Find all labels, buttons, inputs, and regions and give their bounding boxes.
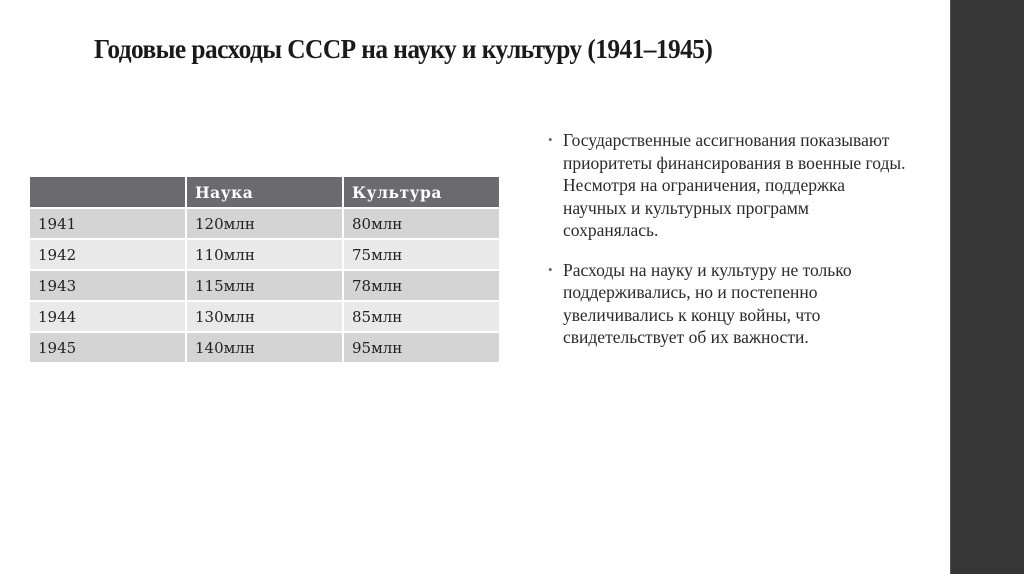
table-header-row bbox=[30, 177, 499, 207]
bullet-dot-icon: • bbox=[548, 132, 553, 147]
table-row bbox=[30, 302, 499, 331]
table-cell-science: 130млн bbox=[187, 302, 342, 331]
table-header-culture: Культура bbox=[344, 177, 499, 207]
table-cell-year: 1942 bbox=[30, 240, 185, 269]
table-header-science: Наука bbox=[187, 177, 342, 207]
table-cell-culture: 85млн bbox=[344, 302, 499, 331]
table-row bbox=[30, 271, 499, 300]
table-cell-science: 140млн bbox=[187, 333, 342, 362]
table-cell-culture: 95млн bbox=[344, 333, 499, 362]
side-panel bbox=[950, 0, 1024, 574]
table-row bbox=[30, 240, 499, 269]
table-cell-science: 115млн bbox=[187, 271, 342, 300]
expenses-table bbox=[28, 175, 501, 364]
table-cell-year: 1943 bbox=[30, 271, 185, 300]
table-cell-culture: 80млн bbox=[344, 209, 499, 238]
table-cell-year: 1945 bbox=[30, 333, 185, 362]
table-cell-culture: 75млн bbox=[344, 240, 499, 269]
bullet-text: Расходы на науку и культуру не только поддерживались, но и постепенно увеличивались к концу войны, что свидетельствует об их важности. bbox=[563, 259, 852, 347]
bullet-text: Государственные ассигнования показывают приоритеты финансирования в военные годы. Несмотря на ограничения, поддержка научных и культурных программ сохранялась. bbox=[563, 130, 906, 240]
table-cell-science: 110млн bbox=[187, 240, 342, 269]
bullet-dot-icon: • bbox=[548, 261, 553, 277]
bullet-item bbox=[548, 129, 908, 242]
table-cell-year: 1944 bbox=[30, 302, 185, 331]
table-cell-culture: 78млн bbox=[344, 271, 499, 300]
table-row bbox=[30, 209, 499, 238]
table-cell-science: 120млн bbox=[187, 209, 342, 238]
table-cell-year: 1941 bbox=[30, 209, 185, 238]
table-header-year bbox=[30, 177, 185, 207]
table-row bbox=[30, 333, 499, 362]
bullet-list bbox=[548, 129, 908, 366]
slide-title: Годовые расходы СССР на науку и культуру (1941–1945) bbox=[94, 34, 713, 64]
bullet-item bbox=[548, 259, 908, 349]
